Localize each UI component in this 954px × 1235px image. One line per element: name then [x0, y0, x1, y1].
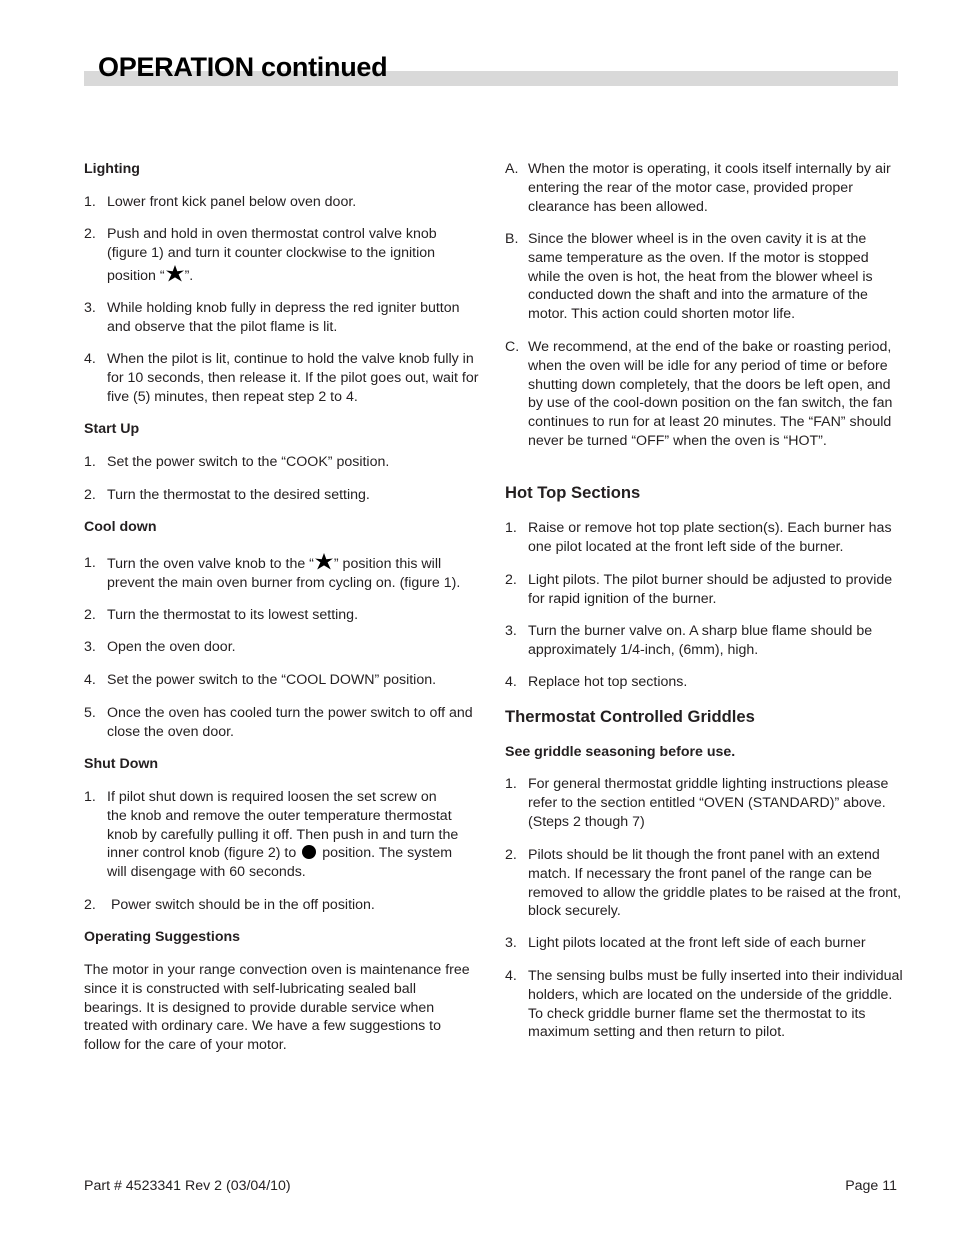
list-item: 3. Turn the burner valve on. A sharp blue flame should be approximately 1/4-inch, (6mm), high.	[505, 623, 873, 658]
list-item: 5. Once the oven has cooled turn the power switch to off and close the oven door.	[84, 705, 473, 740]
suggestions-paragraph: The motor in your range convection oven is maintenance free since it is constructed with self-lubricating sealed ball bearings. It is designed to provide durable service when treated with ordinary care. We have a few suggestions to follow for the care of your motor.	[84, 962, 470, 1054]
list-item: 2. Light pilots. The pilot burner should be adjusted to provide for rapid ignition of the burner.	[505, 572, 893, 607]
list-item: 4. Set the power switch to the “COOL DOWN” position.	[84, 672, 437, 688]
list-item: 3. Light pilots located at the front left side of each burner	[505, 935, 866, 951]
list-item: 4. When the pilot is lit, continue to hold the valve knob fully in for 10 seconds, then release it. If the pilot goes out, wait for five (5) minutes, then repeat step 2 to 4.	[84, 351, 479, 405]
list-item: 1. If pilot shut down is required loosen the set screw on the knob and remove the outer temperature thermostat knob by carefully pulling it off. Then push in and turn the inner control knob (figure 2) to position. The system will disengage with 60 seconds.	[84, 789, 459, 881]
page-title: OPERATION continued	[98, 52, 388, 82]
list-item: B. Since the blower wheel is in the oven cavity it is at the same temperature as the oven. If the motor is stopped while the oven is hot, the heat from the blower wheel is conducted down the shaft and into the armature of the motor. This action could shorten motor life.	[505, 231, 873, 323]
hottop-heading: Hot Top Sections	[505, 483, 641, 502]
list-item: 3. Open the oven door.	[84, 639, 236, 655]
list-item: A. When the motor is operating, it cools itself internally by air entering the rear of the motor case, provided proper clearance has been allowed.	[505, 161, 891, 215]
ignition-star-icon	[165, 264, 185, 284]
list-item: 1. Turn the oven valve knob to the “ ” position this will prevent the main oven burner from cycling on. (figure 1).	[84, 552, 484, 593]
list-item: 2. Power switch should be in the off position.	[84, 897, 375, 913]
footer-page-number: Page 11	[845, 1178, 897, 1194]
list-item: 2. Push and hold in oven thermostat control valve knob (figure 1) and turn it counter clockwise to the ignition position “ ”.	[84, 226, 437, 284]
cooldown-heading: Cool down	[84, 519, 157, 535]
list-item: 2. Turn the thermostat to its lowest setting.	[84, 607, 359, 623]
list-item: 4. The sensing bulbs must be fully inserted into their individual holders, which are located on the underside of the griddle. To check griddle burner flame set the thermostat to its maximum setting and then return to pilot.	[505, 968, 903, 1041]
footer-part-number: Part # 4523341 Rev 2 (03/04/10)	[84, 1178, 291, 1194]
startup-heading: Start Up	[84, 421, 140, 437]
list-item: 4. Replace hot top sections.	[505, 674, 688, 690]
list-item: 1. Lower front kick panel below oven door.	[84, 194, 357, 210]
suggestions-heading: Operating Suggestions	[84, 929, 241, 945]
list-item: C. We recommend, at the end of the bake or roasting period, when the oven will be idle for any period of time or before shutting down completely, that the doors be left open, and by use of the cool-down position on the fan switch, the fan continues to run for at least 20 minutes. The “FAN” should never be turned “OFF” when the oven is “HOT”.	[505, 339, 893, 449]
list-item: 2. Pilots should be lit though the front panel with an extend match. If necessary the front panel of the range can be removed to allow the griddle plates to be raised at the front, block securely.	[505, 847, 902, 920]
griddles-subheading: See griddle seasoning before use.	[505, 744, 736, 760]
off-position-dot-icon	[302, 845, 316, 859]
shutdown-heading: Shut Down	[84, 756, 159, 772]
lighting-heading: Lighting	[84, 161, 140, 177]
list-item: 1. Raise or remove hot top plate section(s). Each burner has one pilot located at the front left side of the burner.	[505, 520, 892, 555]
list-item: 1. For general thermostat griddle lighting instructions please refer to the section entitled “OVEN (STANDARD)” above. (Steps 2 though 7)	[505, 776, 889, 830]
griddles-heading: Thermostat Controlled Griddles	[505, 707, 755, 726]
list-item: 3. While holding knob fully in depress the red igniter button and observe that the pilot flame is lit.	[84, 300, 460, 335]
list-item: 2. Turn the thermostat to the desired setting.	[84, 487, 370, 503]
ignition-star-icon	[314, 552, 334, 572]
list-item: 1. Set the power switch to the “COOK” position.	[84, 454, 390, 470]
